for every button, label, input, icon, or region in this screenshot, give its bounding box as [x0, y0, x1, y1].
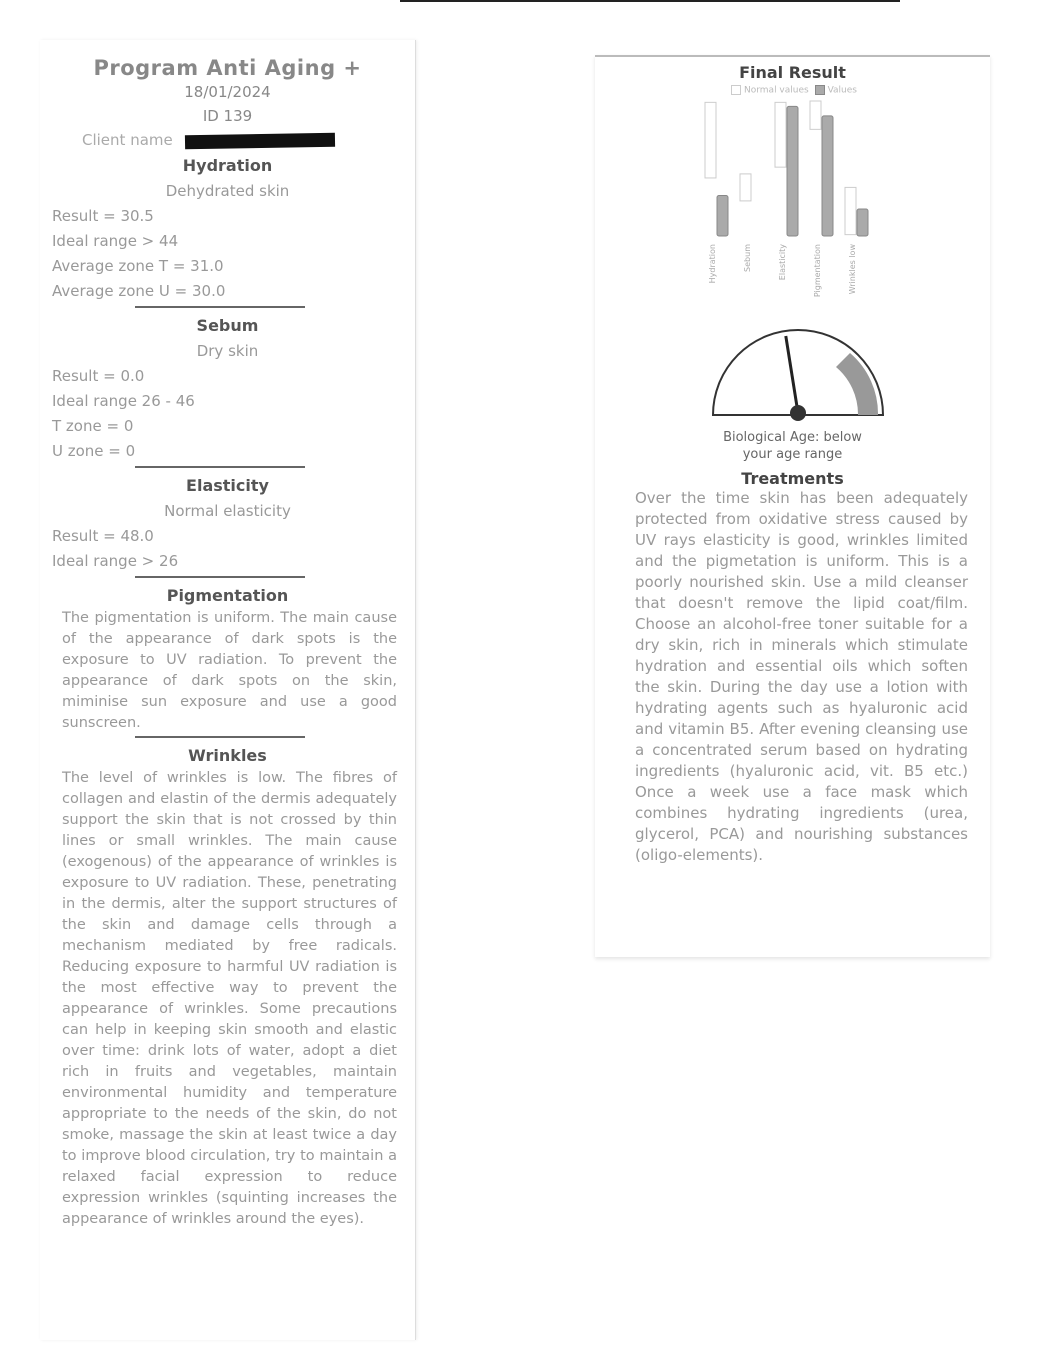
- pigmentation-text: The pigmentation is uniform. The main cause of the appearance of dark spots is the exposure to UV radiation. To prevent the appearance of dark spots on the skin, miminise sun exposure and use a good sunscreen.: [62, 610, 397, 731]
- scan-edge: [400, 0, 900, 2]
- normal-range-box: [775, 102, 786, 167]
- normal-range-box: [705, 102, 716, 178]
- date: 18/01/2024: [184, 83, 271, 101]
- divider: [135, 736, 305, 738]
- result-line: Ideal range > 44: [52, 232, 179, 250]
- client-id: ID 139: [202, 107, 253, 125]
- value-bar: [717, 195, 728, 236]
- final-result-chart: [595, 96, 990, 321]
- receipt-left: [40, 40, 416, 1340]
- legend-swatch-normal: [731, 85, 741, 95]
- result-line: Ideal range 26 - 46: [52, 392, 195, 410]
- normal-range-box: [810, 101, 821, 129]
- category-label: Sebum: [743, 243, 752, 272]
- final-result-heading: Final Result: [739, 63, 846, 82]
- legend-swatch-values: [815, 85, 825, 95]
- section-status: Dehydrated skin: [165, 182, 290, 200]
- section-status: Normal elasticity: [164, 502, 291, 520]
- normal-range-box: [845, 187, 856, 234]
- result-line: Result = 48.0: [52, 527, 154, 545]
- category-label: Pigmentation: [813, 243, 822, 297]
- section-status: Dry skin: [196, 342, 259, 360]
- divider: [135, 306, 305, 308]
- gauge-caption: Biological Age: below: [723, 429, 862, 445]
- section-heading: Elasticity: [186, 476, 269, 495]
- section-heading: Hydration: [182, 156, 273, 175]
- result-line: U zone = 0: [52, 442, 136, 460]
- divider: [135, 466, 305, 468]
- value-bar: [857, 209, 868, 236]
- section-heading: Pigmentation: [166, 586, 289, 605]
- category-label: Elasticity: [778, 243, 787, 280]
- chart-legend: [595, 85, 990, 96]
- value-bar: [822, 115, 833, 235]
- section-heading: Sebum: [196, 316, 259, 335]
- program-title: Program Anti Aging +: [93, 56, 362, 80]
- gauge-caption: your age range: [742, 446, 843, 462]
- section-heading: Wrinkles: [188, 746, 267, 765]
- result-line: Average zone T = 31.0: [52, 257, 224, 275]
- receipt-right: [595, 55, 990, 957]
- normal-range-box: [740, 173, 751, 200]
- legend-normal: Normal values: [744, 85, 809, 96]
- legend-values: Values: [827, 85, 857, 96]
- result-line: T zone = 0: [52, 417, 134, 435]
- client-name: [40, 128, 415, 152]
- result-line: Ideal range > 26: [52, 552, 179, 570]
- divider: [135, 576, 305, 578]
- gauge-hub: [790, 405, 806, 421]
- biological-age-gauge: [595, 325, 990, 425]
- value-bar: [787, 106, 798, 236]
- treatments-heading: Treatments: [741, 468, 844, 488]
- result-line: Result = 30.5: [52, 207, 154, 225]
- wrinkles-text: The level of wrinkles is low. The fibres of collagen and elastin of the dermis adequately support the skin that is not crossed by thin lines or small wrinkles. The main cause (exogenous) of the appearance of wrinkles is exposure to UV radiation. These, penetrating in the dermis, alter the support structures of the skin and damage cells through a mechanism mediated by free radicals. Reducing exposure to harmful UV radiation is the most effective way to prevent the appearance of wrinkles. Some precautions can help in keeping skin smooth and elastic over time: drink lots of water, adopt a diet rich in fruits and vegetables, maintain environmental humidity and temperature appropriate to the needs of the skin, do not smoke, massage the skin at least twice a day to improve blood circulation, try to maintain a relaxed facial expression to reduce expression wrinkles (squinting increases the appearance of wrinkles around the eyes).: [62, 770, 397, 1227]
- result-line: Average zone U = 30.0: [52, 282, 226, 300]
- result-line: Result = 0.0: [52, 367, 145, 385]
- category-label: Wrinkles low: [848, 243, 857, 294]
- redacted-name: [185, 132, 335, 149]
- client-label: Client name: [82, 131, 173, 149]
- category-label: Hydration: [708, 243, 717, 283]
- treatments-text: Over the time skin has been adequately protected from oxidative stress caused by UV rays elasticity is good, wrinkles limited and the pigmetation is uniform. This is a poorly nourished skin. Use a mild cleanser that doesn't remove the lipid coat/film. Choose an alcohol-free toner suitable for a dry skin, rich in minerals which stimulate hydration and essential oils which soften the skin. During the day use a lotion with hydrating agents such as hyaluronic acid and vitamin B5. After evening cleansing use a concentrated serum based on hydrating ingredients (hyaluronic acid, vit. B5 etc.) Once a week use a face mask which combines hydrating ingredients (urea, glycerol, PCA) and nourishing substances (oligo-elements).: [635, 488, 968, 864]
